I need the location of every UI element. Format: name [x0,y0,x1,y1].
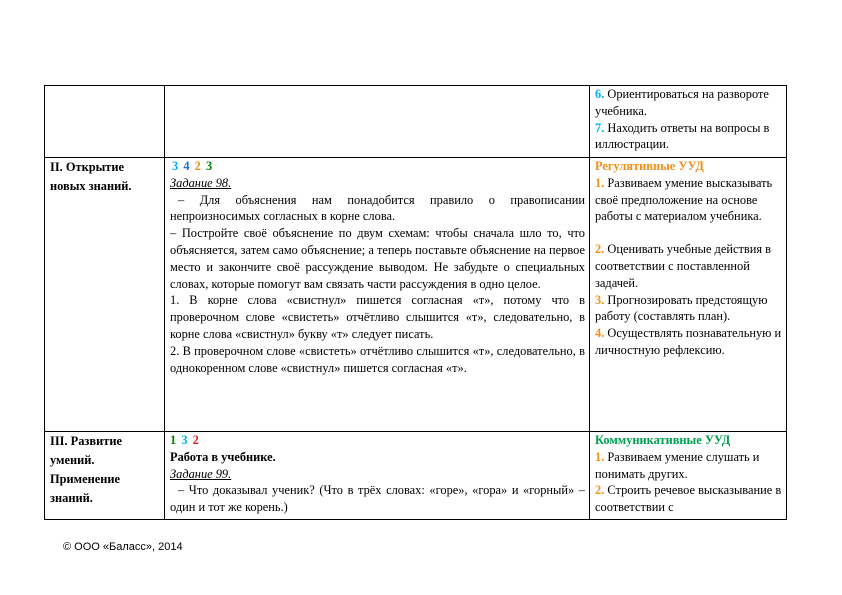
list-item [595,241,782,291]
uud-cell [590,432,787,520]
number: 2 [192,433,199,447]
item-text: Строить речевое высказывание в соответствии с [595,483,782,515]
table-row [45,86,787,158]
list-item [595,482,782,516]
paragraph: – Постройте своё объяснение по двум схемам: чтобы сначала шло то, что объясняется, затем само объяснение; а теперь поставьте объяснение на первое место и закончите своё рассуждение выводом. Не забудьте о специальных словах, которые помогут вам связать части рассуждения в одно целое. [170,226,585,291]
spacer [595,225,782,241]
item-number: 4. [595,326,605,341]
uud-cell [590,86,787,158]
item-text: Ориентироваться на развороте учебника. [595,87,769,118]
content-cell [165,158,590,432]
number: 3 [205,159,213,173]
paragraph: – Что доказывал ученик? (Что в трёх словах: «горе», «гора» и «горный» – один и тот же корень.) [170,483,585,515]
content-cell [165,86,590,158]
stage-title: III. Развитие умений. Применение знаний. [50,434,122,505]
list-item [595,175,782,225]
stage-cell [45,86,165,158]
list-item [595,449,782,483]
number: 1 [170,433,177,447]
item-number: 1. [595,175,605,190]
item-text: Развиваем умение слушать и понимать других. [595,449,760,481]
task-title: Задание 99. [170,466,232,481]
difficulty-numbers [170,432,585,449]
content-cell [165,432,590,520]
item-number: 2. [595,242,605,257]
section-subtitle: Работа в учебнике. [170,449,276,464]
number: 3 [181,433,188,447]
item-number: 1. [595,449,605,464]
stage-cell [45,432,165,520]
task-title: Задание 98. [170,175,232,190]
paragraph: – Для объяснения нам понадобится правило о правописании непроизносимых согласных в корне слова. [170,192,585,224]
copyright-footer: © ООО «Баласс», 2014 [63,541,183,553]
stage-cell [45,158,165,432]
list-item [595,325,782,359]
item-text: Находить ответы на вопросы в иллюстрации. [595,120,770,152]
item-text: Осуществлять познавательную и личностную рефлексию. [595,326,782,357]
list-item [595,292,782,326]
difficulty-numbers [170,158,585,175]
item-number: 3. [595,292,605,307]
paragraph: 1. В корне слова «свистнул» пишется согласная «т», потому что в проверочном слове «свистеть» отчётливо слышится «т», следовательно, в корне слова «свистнул» букву «т» следует писать. [170,293,585,341]
uud-cell [590,158,787,432]
lesson-table [44,85,787,520]
table-row [45,158,787,432]
uud-heading: Коммуникативные УУД [595,433,731,447]
item-text: Прогнозировать предстоящую работу (составлять план). [595,292,768,324]
list-item [595,86,782,120]
item-number: 7. [595,120,605,135]
item-text: Развиваем умение высказывать своё предположение на основе работы с материалом учебника. [595,175,773,224]
table-row [45,432,787,520]
stage-title: II. Открытие новых знаний. [50,160,132,193]
uud-heading: Регулятивные УУД [595,159,704,173]
paragraph: 2. В проверочном слове «свистеть» отчётливо слышится «т», следовательно, в однокоренном слове «свистнул» пишется согласная «т». [170,343,585,375]
number: 3 [172,159,179,173]
number: 2 [194,159,201,173]
list-item [595,120,782,154]
number: 4 [183,159,190,173]
item-number: 6. [595,87,605,101]
item-text: Оценивать учебные действия в соответствии с поставленной задачей. [595,242,772,290]
item-number: 2. [595,483,605,498]
